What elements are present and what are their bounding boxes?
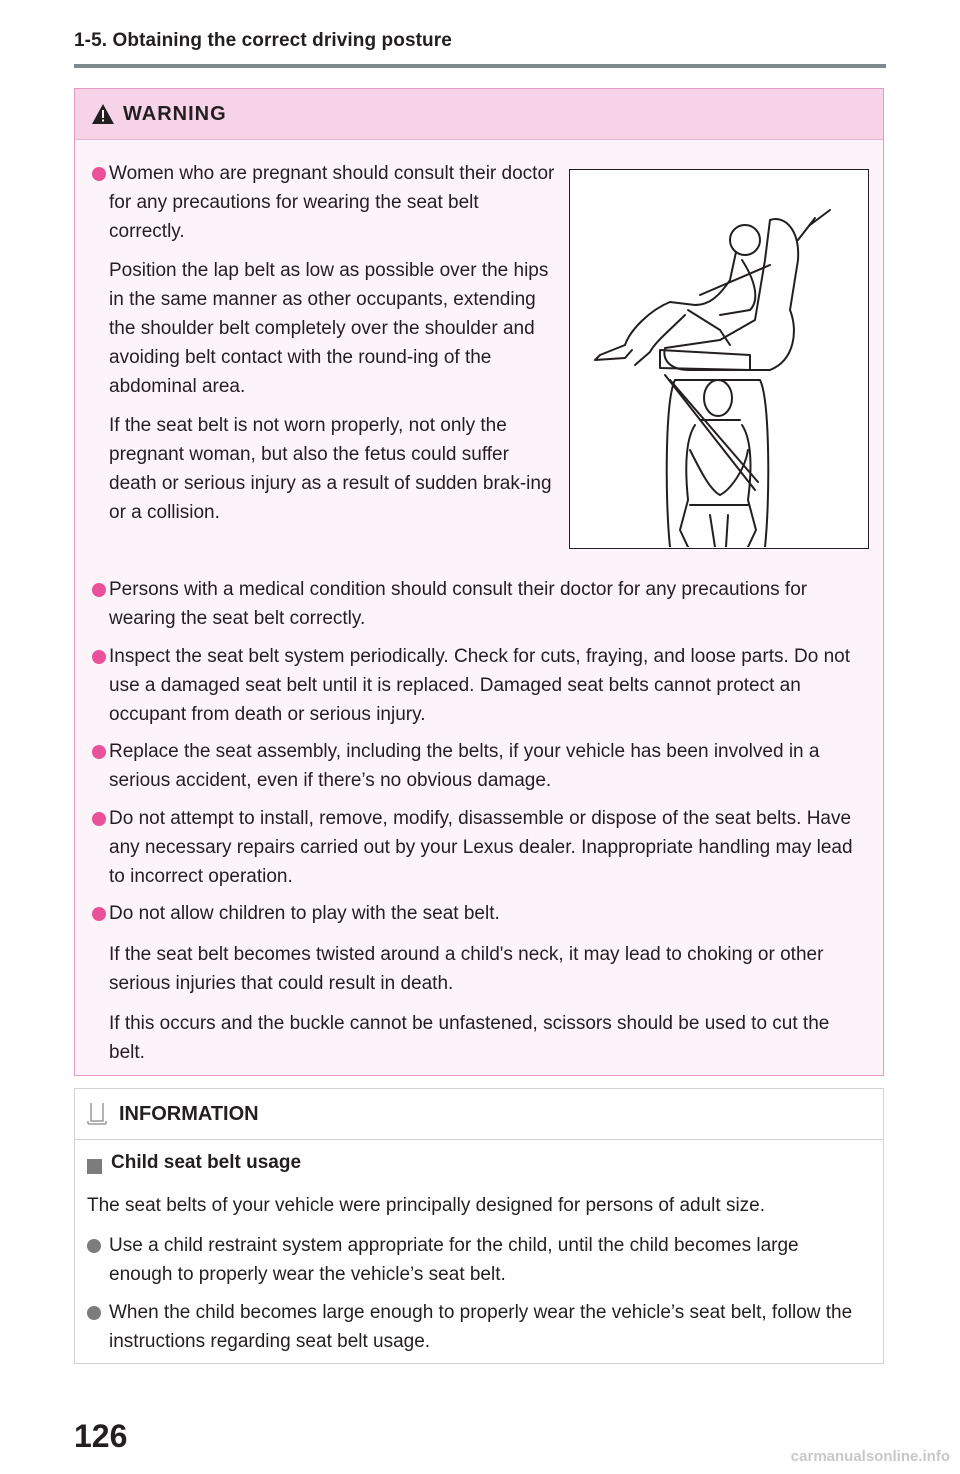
bullet-dot	[92, 167, 106, 181]
bullet-dot	[92, 745, 106, 759]
information-header	[75, 1089, 883, 1140]
pregnant-text-2: Position the lap belt as low as possible over the hips in the same manner as other occupants, extending the shoulder belt completely over the shoulder and avoiding belt contact with the round-ing of the abdominal area.	[109, 260, 549, 397]
info-note-icon	[87, 1102, 107, 1126]
info-intro: The seat belts of your vehicle were principally designed for persons of adult size.	[87, 1195, 766, 1216]
warning-bullet-4: Do not attempt to install, remove, modify, disassemble or dispose of the seat belts. Have any necessary repairs carried out by your Lexus dealer. Inappropriate handling may lead to incorrect operation.	[109, 808, 853, 887]
information-title: INFORMATION	[119, 1102, 259, 1125]
pregnant-text-3: If the seat belt is not worn properly, not only the pregnant woman, but also the fetus could suffer death or serious injury as a result of sudden brak-ing or a collision.	[109, 415, 552, 523]
bullet-dot	[92, 583, 106, 597]
pregnant-text-1: Women who are pregnant should consult their doctor for any precautions for wearing the seat belt correctly.	[109, 163, 555, 242]
bullet-dot	[87, 1306, 101, 1320]
warning-box	[74, 88, 884, 1076]
header-rule	[74, 64, 886, 68]
pregnant-seatbelt-illustration	[569, 169, 869, 549]
page-number: 126	[74, 1418, 128, 1454]
warning-bullet-5: Do not allow children to play with the seat belt.	[109, 903, 500, 924]
info-bullet-1: Use a child restraint system appropriate for the child, until the child becomes large enough to properly wear the vehicle’s seat belt.	[109, 1235, 799, 1285]
subheading-square-icon	[87, 1159, 102, 1174]
warning-bullet-1: Persons with a medical condition should consult their doctor for any precautions for wearing the seat belt correctly.	[109, 579, 808, 629]
child-note-1: If the seat belt becomes twisted around a child's neck, it may lead to choking or other serious injuries that could result in death.	[109, 944, 824, 994]
bullet-dot	[92, 812, 106, 826]
bullet-dot	[92, 907, 106, 921]
child-note-2: If this occurs and the buckle cannot be unfastened, scissors should be used to cut the belt.	[109, 1013, 830, 1063]
warning-header	[75, 89, 883, 140]
information-box	[74, 1088, 884, 1364]
info-bullet-2: When the child becomes large enough to properly wear the vehicle’s seat belt, follow the instructions regarding seat belt usage.	[109, 1302, 853, 1352]
bullet-dot	[92, 650, 106, 664]
warning-bullet-3: Replace the seat assembly, including the belts, if your vehicle has been involved in a serious accident, even if there’s no obvious damage.	[109, 741, 820, 791]
info-subheading: Child seat belt usage	[111, 1152, 302, 1173]
warning-title: WARNING	[123, 102, 227, 125]
warning-triangle-icon	[91, 103, 115, 125]
bullet-dot	[87, 1239, 101, 1253]
warning-bullet-2: Inspect the seat belt system periodically. Check for cuts, fraying, and loose parts. Do not use a damaged seat belt until it is replaced. Damaged seat belts cannot protect an occupant from death or serious injury.	[109, 646, 851, 725]
section-header: 1-5. Obtaining the correct driving posture	[74, 30, 452, 51]
watermark: carmanualsonline.info	[790, 1448, 950, 1465]
